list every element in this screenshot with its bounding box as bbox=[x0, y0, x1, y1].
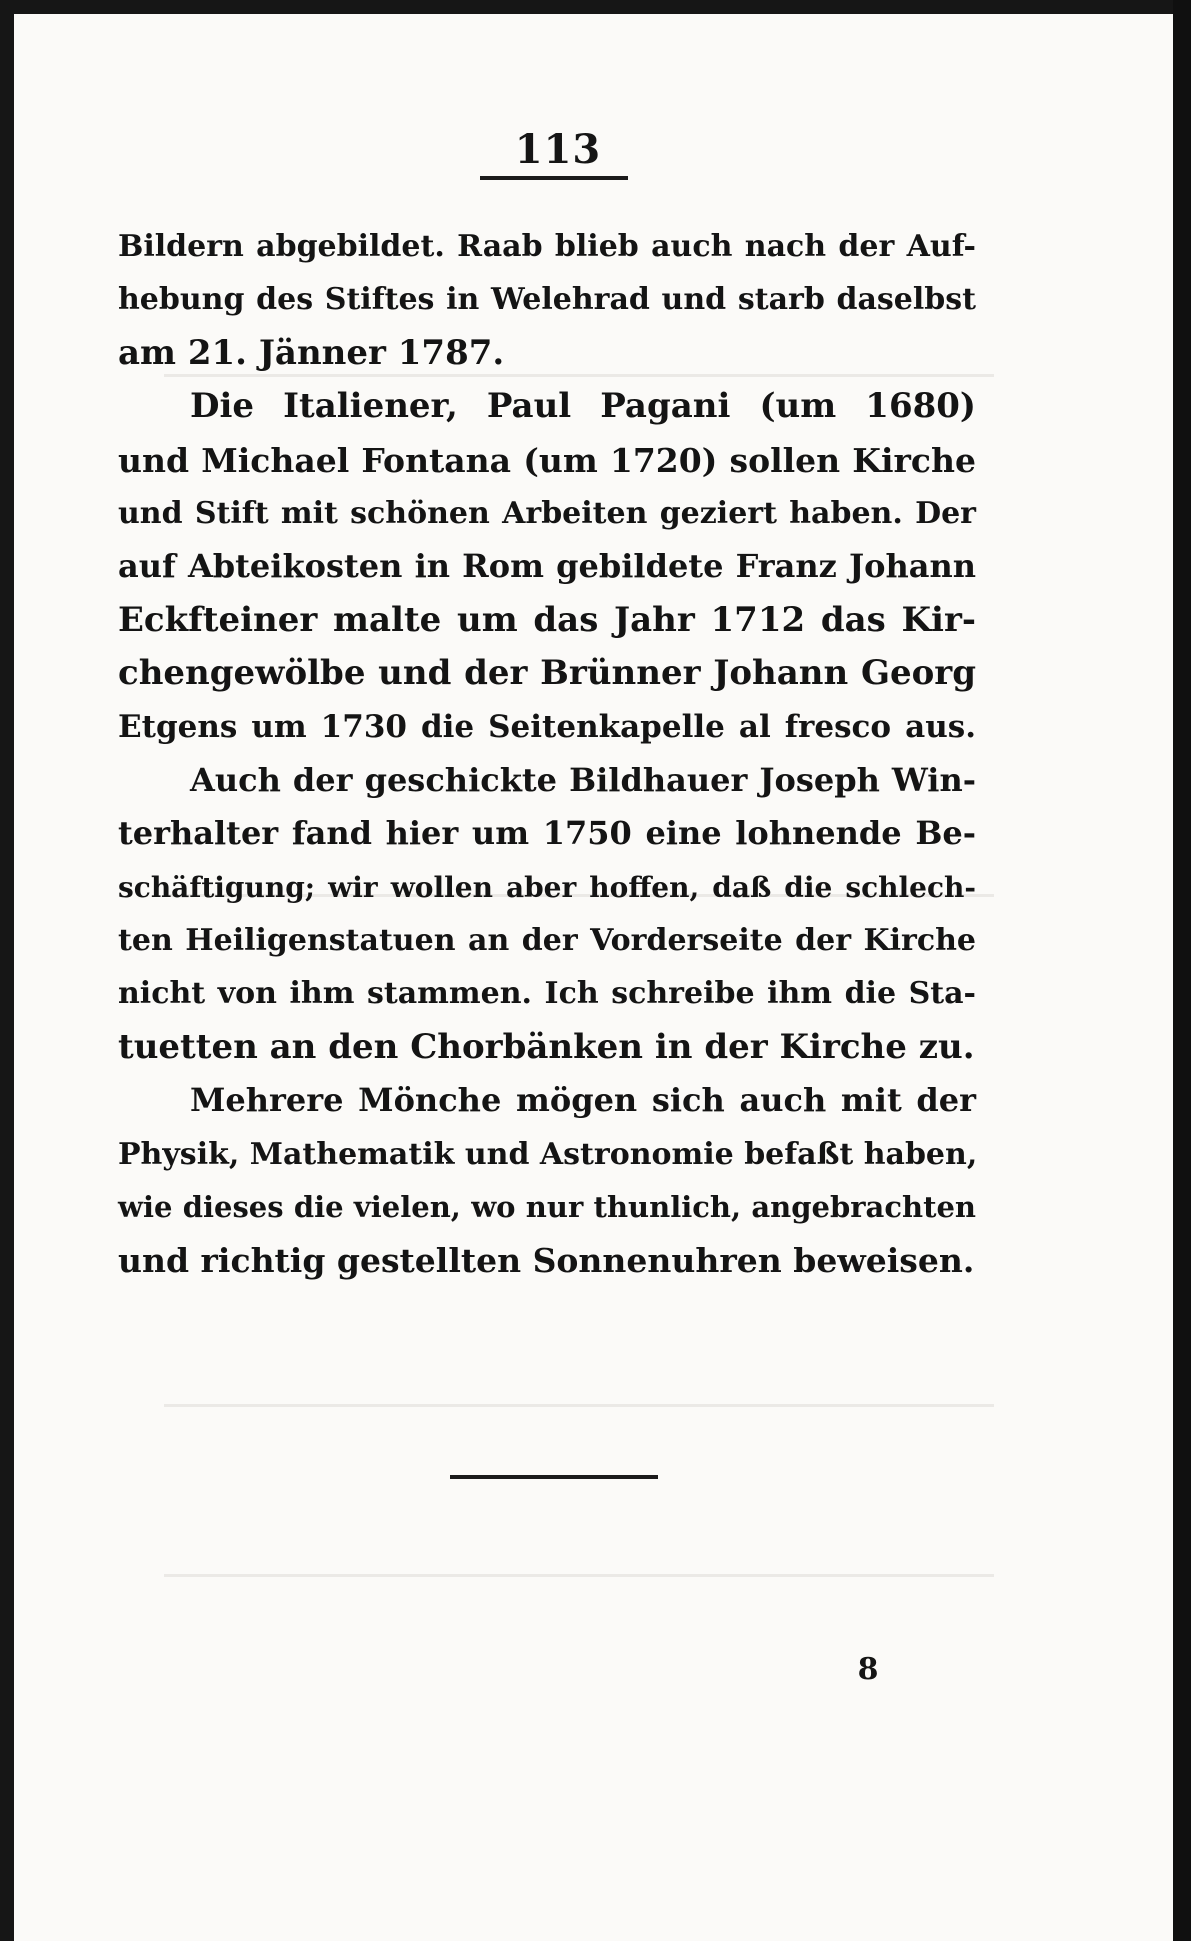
text-line: wie dieses die vielen, wo nur thunlich, angebrachten bbox=[118, 1190, 976, 1225]
text-line: terhalter fand hier um 1750 eine lohnende Be- bbox=[118, 814, 976, 853]
text-line: Etgens um 1730 die Seitenkapelle al fresco aus. bbox=[118, 708, 976, 745]
page-number: 113 bbox=[514, 126, 602, 173]
text-line: chengewölbe und der Brünner Johann Georg bbox=[118, 653, 976, 694]
text-line: und Stift mit schönen Arbeiten geziert haben. Der bbox=[118, 495, 976, 531]
text-line: Auch der geschickte Bildhauer Joseph Win- bbox=[190, 760, 976, 799]
text-line: hebung des Stiftes in Welehrad und starb daselbst bbox=[118, 282, 976, 318]
scan-edge-top bbox=[0, 0, 1191, 14]
text-line: und Michael Fontana (um 1720) sollen Kirche bbox=[118, 440, 976, 480]
page-number-rule bbox=[480, 176, 628, 180]
text-line: Mehrere Mönche mögen sich auch mit der bbox=[190, 1081, 976, 1120]
text-line: Die Italiener, Paul Pagani (um 1680) bbox=[190, 386, 976, 427]
text-line: Physik, Mathematik und Astronomie befaßt haben, bbox=[118, 1136, 978, 1172]
text-line: nicht von ihm stammen. Ich schreibe ihm die Sta- bbox=[118, 976, 976, 1012]
text-line: und richtig gestellten Sonnenuhren beweisen. bbox=[118, 1241, 975, 1281]
text-line: schäftigung; wir wollen aber hoffen, daß die schlech- bbox=[118, 870, 976, 904]
body-text bbox=[118, 220, 976, 1288]
bleed-through-shadow bbox=[164, 1574, 994, 1577]
scan-edge-right bbox=[1173, 0, 1191, 1941]
scan-edge-left bbox=[0, 0, 14, 1941]
text-line: ten Heiligenstatuen an der Vorderseite der Kirche bbox=[118, 923, 976, 959]
signature-mark: 8 bbox=[857, 1652, 879, 1687]
bleed-through-shadow bbox=[164, 1404, 994, 1407]
text-line: Bildern abgebildet. Raab blieb auch nach der Auf- bbox=[118, 229, 976, 264]
closing-rule bbox=[450, 1475, 658, 1479]
text-line: am 21. Jänner 1787. bbox=[118, 332, 505, 373]
text-line: auf Abteikosten in Rom gebildete Franz Johann bbox=[118, 547, 976, 586]
text-line: Eckfteiner malte um das Jahr 1712 das Kir- bbox=[118, 599, 976, 640]
text-line: tuetten an den Chorbänken in der Kirche zu. bbox=[118, 1026, 975, 1067]
